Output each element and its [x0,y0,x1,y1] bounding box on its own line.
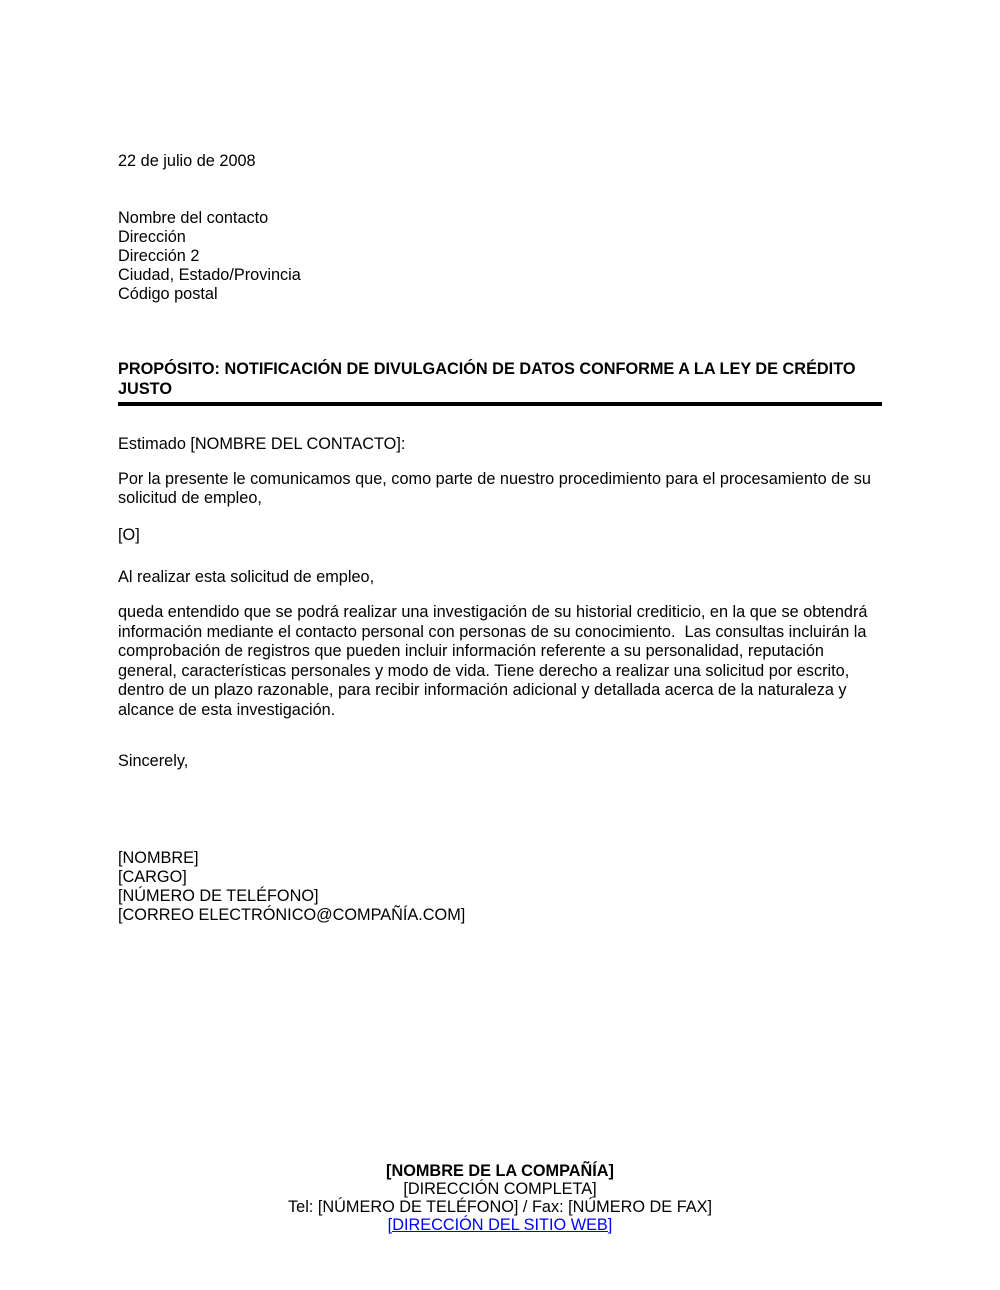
paragraph-main-line-3: comprobación de registros que pueden incluir información referente a su personalidad, reputación [118,642,824,660]
signature-phone: [NÚMERO DE TELÉFONO] [118,887,319,905]
signature-name: [NOMBRE] [118,849,199,867]
paragraph-main-line-6: alcance de esta investigación. [118,700,336,719]
paragraph-or-text: [O] [118,526,140,544]
subject-line-2: JUSTO [118,380,172,398]
paragraph-main [118,603,882,720]
paragraph-intro-line-2: solicitud de empleo, [118,489,262,507]
signature-email: [CORREO ELECTRÓNICO@COMPAÑÍA.COM] [118,906,466,924]
footer-company-name: [NOMBRE DE LA COMPAÑÍA] [386,1162,614,1180]
paragraph-main-line-2: información mediante el contacto personal con personas de su conocimiento. Las consultas incluirán la [118,622,867,641]
footer-website-line [0,1216,1000,1234]
paragraph-intro [118,470,882,508]
paragraph-alternative-text: Al realizar esta solicitud de empleo, [118,568,375,586]
recipient-name: Nombre del contacto [118,209,269,227]
paragraph-main-line-1: queda entendido que se podrá realizar una investigación de su historial crediticio, en la que se obtendrá [118,603,868,621]
salutation [118,435,882,454]
closing [118,752,882,771]
paragraph-or [118,526,882,545]
letter-date [118,152,882,171]
paragraph-main-line-4: general, características personales y modo de vida. Tiene derecho a realizar una solicitud por escrito, [118,661,850,680]
paragraph-main-line-5: dentro de un plazo razonable, para recibir información adicional y detallada acerca de la naturaleza y [118,681,847,699]
signature-title: [CARGO] [118,868,187,886]
paragraph-alternative [118,568,882,587]
closing-text: Sincerely, [118,752,189,770]
recipient-city-state: Ciudad, Estado/Provincia [118,266,301,284]
subject-heading [118,359,882,406]
paragraph-intro-line-1: Por la presente le comunicamos que, como parte de nuestro procedimiento para el procesamiento de su [118,470,871,488]
salutation-text: Estimado [NOMBRE DEL CONTACTO]: [118,435,406,453]
company-footer [0,1162,1000,1234]
subject-line-1: PROPÓSITO: NOTIFICACIÓN DE DIVULGACIÓN DE DATOS CONFORME A LA LEY DE CRÉDITO [118,360,856,378]
signature [118,849,882,925]
recipient-postal-code: Código postal [118,285,218,303]
recipient-address-line-2: Dirección 2 [118,247,200,265]
recipient-address-line-1: Dirección [118,228,186,246]
website-link[interactable]: [DIRECCIÓN DEL SITIO WEB] [387,1216,613,1234]
footer-address: [DIRECCIÓN COMPLETA] [403,1180,597,1198]
footer-phone-fax: Tel: [NÚMERO DE TELÉFONO] / Fax: [NÚMERO DE FAX] [288,1198,712,1216]
recipient-address [118,209,882,304]
date-text: 22 de julio de 2008 [118,152,256,170]
